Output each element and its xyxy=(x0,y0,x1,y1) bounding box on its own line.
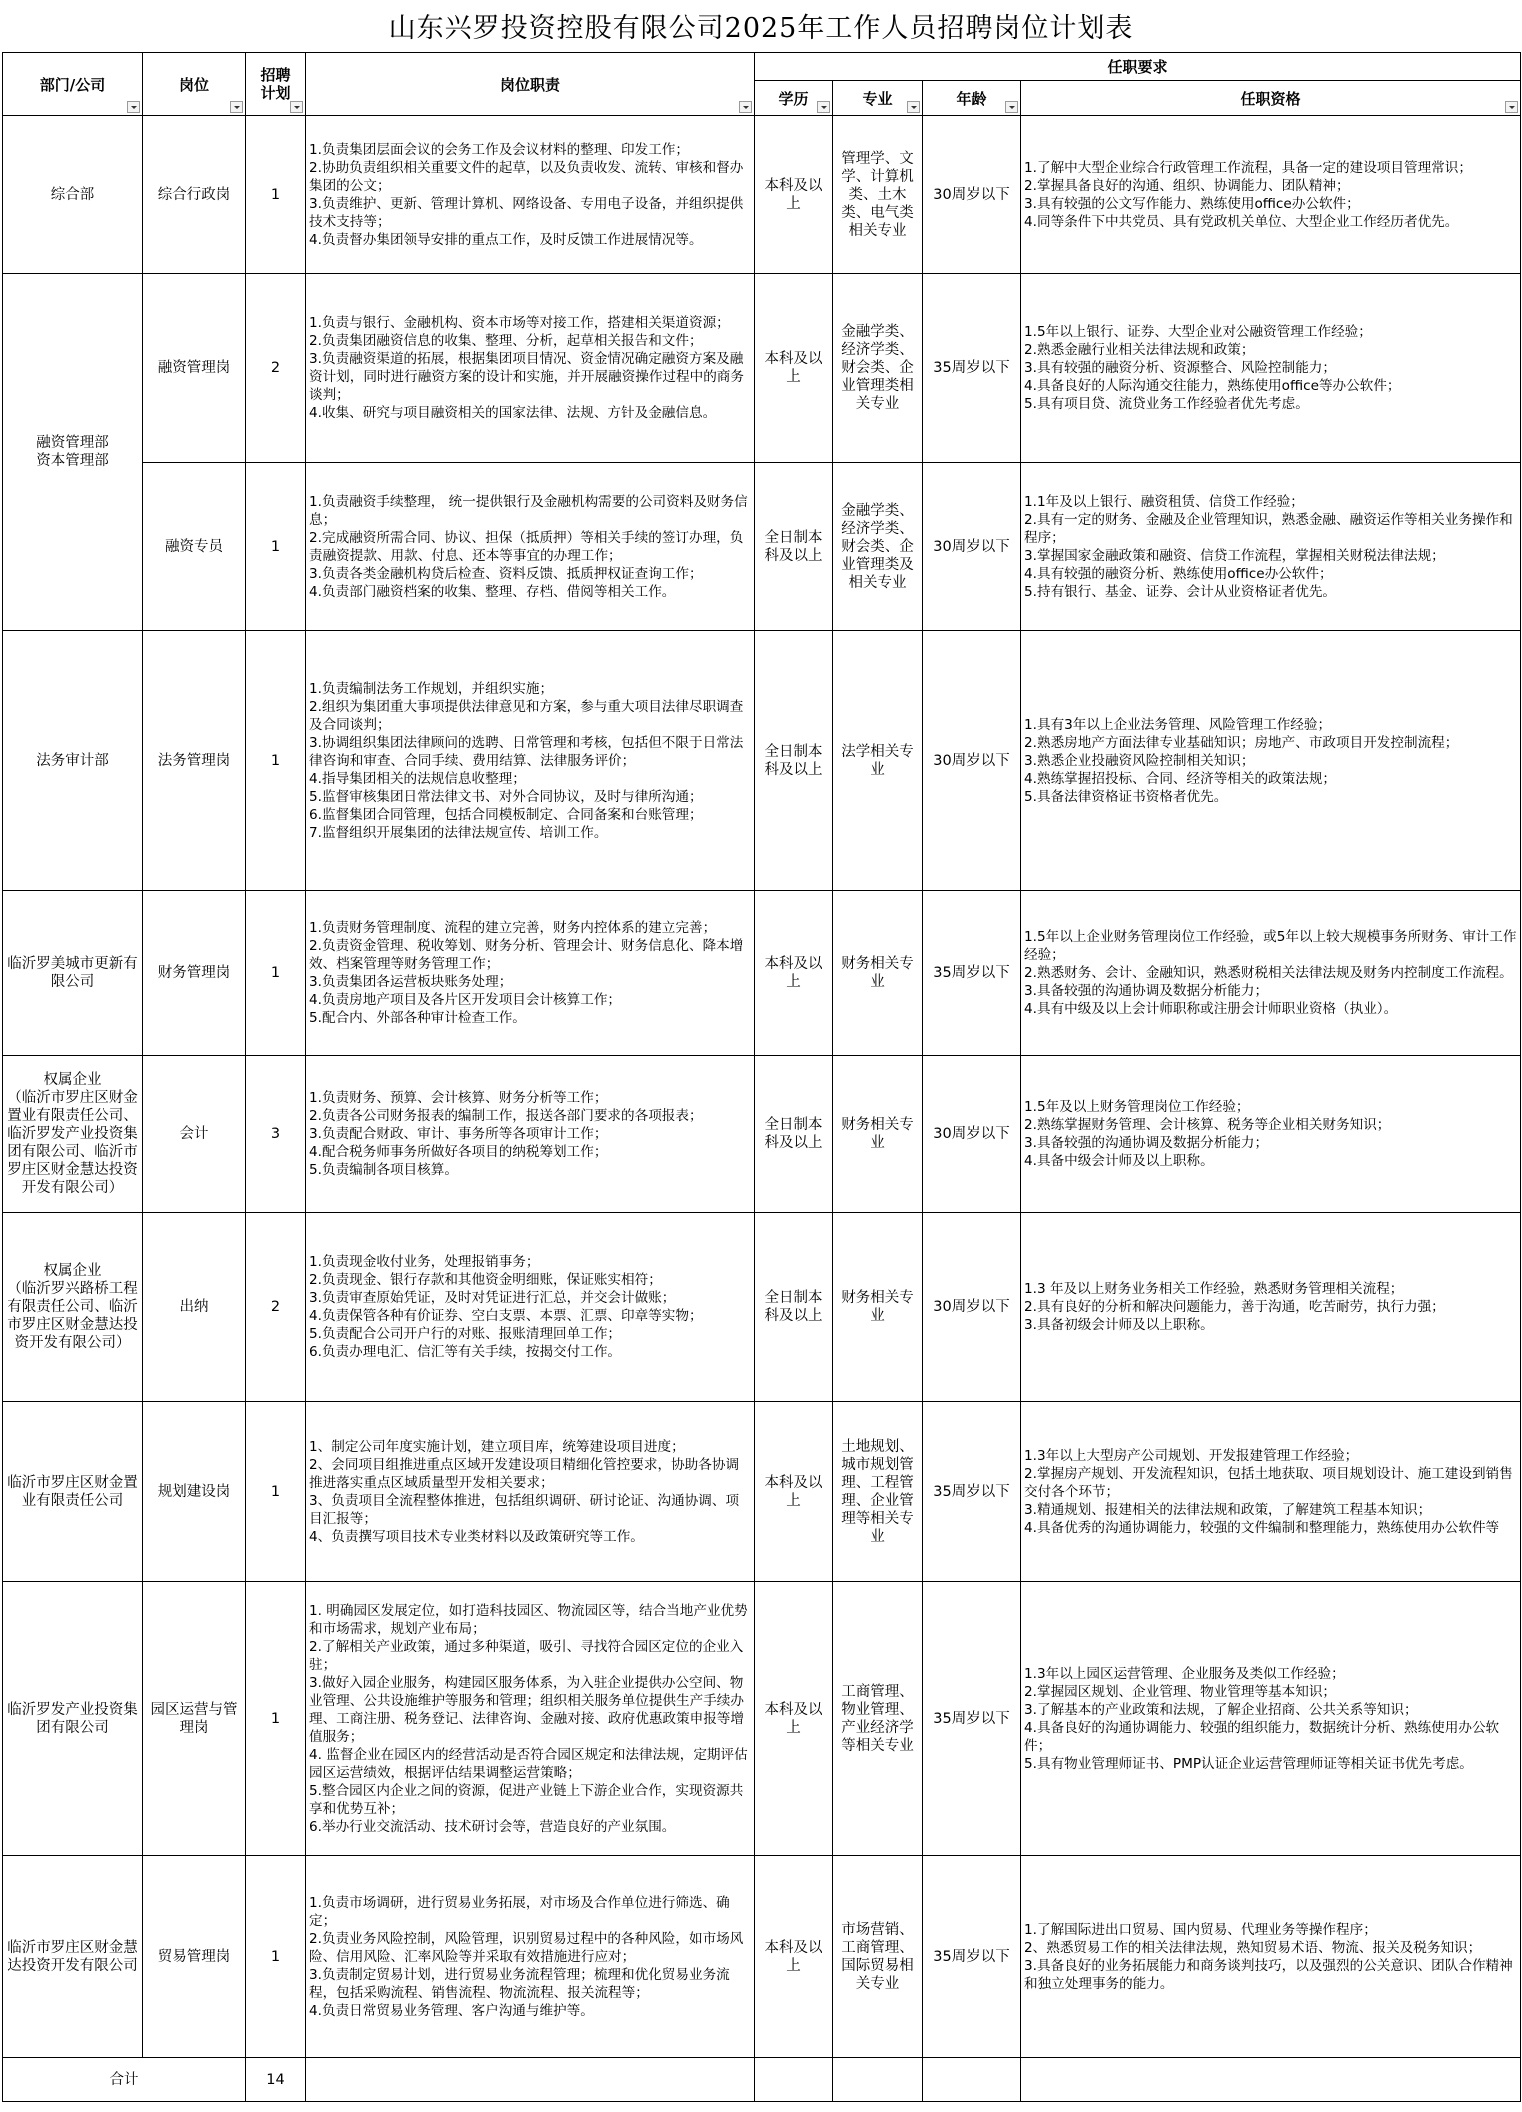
duty-cell: 1.负责与银行、金融机构、资本市场等对接工作，搭建相关渠道资源； 2.负责集团融资信息的收集、整理、分析，起草相关报告和文件； 3.负责融资渠道的拓展，根据集团项目情况、资金情况确定融资方案及融资计划，同时进行融资方案的设计和实施，并开展融资操作过程中的商务谈判； 4.收集、研究与项目融资相关的国家法律、法规、方针及金融信息。 xyxy=(306,274,755,463)
qual-cell: 1.3 年及以上财务业务相关工作经验，熟悉财务管理相关流程； 2.具有良好的分析和解决问题能力，善于沟通，吃苦耐劳，执行力强； 3.具备初级会计师及以上职称。 xyxy=(1021,1213,1521,1402)
table-row xyxy=(3,1402,1521,1582)
dept-cell: 法务审计部 xyxy=(3,631,143,891)
edu-cell: 本科及以上 xyxy=(755,1582,833,1856)
age-cell: 35周岁以下 xyxy=(923,1856,1021,2058)
total-plan: 14 xyxy=(246,2058,306,2102)
duty-cell: 1、制定公司年度实施计划，建立项目库，统筹建设项目进度； 2、会同项目组推进重点区域开发建设项目精细化管控要求，协助各协调推进落实重点区域质量型开发相关要求； 3、负责项目全流程整体推进，包括组织调研、研讨论证、沟通协调、项目汇报等； 4、负责撰写项目技术专业类材料以及政策研究等工作。 xyxy=(306,1402,755,1582)
major-cell: 管理学、文学、计算机类、土木类、电气类相关专业 xyxy=(833,116,923,274)
duty-cell: 1.负责编制法务工作规划，并组织实施； 2.组织为集团重大事项提供法律意见和方案，参与重大项目法律尽职调查及合同谈判； 3.协调组织集团法律顾问的选聘、日常管理和考核，包括但不限于日常法律咨询和审查、合同手续、费用结算、法律服务评价； 4.指导集团相关的法规信息收整理； 5.监督审核集团日常法律文书、对外合同协议，及时与律所沟通； 6.监督集团合同管理，包括合同模板制定、合同备案和台账管理； 7.监督组织开展集团的法律法规宣传、培训工作。 xyxy=(306,631,755,891)
table-row xyxy=(3,116,1521,274)
table-row xyxy=(3,1213,1521,1402)
age-cell: 30周岁以下 xyxy=(923,463,1021,631)
duty-cell: 1.负责财务、预算、会计核算、财务分析等工作； 2.负责各公司财务报表的编制工作，报送各部门要求的各项报表； 3.负责配合财政、审计、事务所等各项审计工作； 4.配合税务师事务所做好各项目的纳税筹划工作； 5.负责编制各项目核算。 xyxy=(306,1056,755,1213)
major-cell: 金融学类、经济学类、财会类、企业管理类及相关专业 xyxy=(833,463,923,631)
qual-cell: 1.5年及以上财务管理岗位工作经验； 2.熟练掌握财务管理、会计核算、税务等企业相关财务知识； 3.具备较强的沟通协调及数据分析能力； 4.具备中级会计师及以上职称。 xyxy=(1021,1056,1521,1213)
qual-cell: 1.5年以上企业财务管理岗位工作经验，或5年以上较大规模事务所财务、审计工作经验； 2.熟悉财务、会计、金融知识，熟悉财税相关法律法规及财务内控制度工作流程。 3.具备较强的沟通协调及数据分析能力； 4.具有中级及以上会计师职称或注册会计师职业资格（执业）。 xyxy=(1021,891,1521,1056)
recruitment-table xyxy=(2,52,1521,2102)
plan-cell: 1 xyxy=(246,463,306,631)
dept-cell: 权属企业 （临沂罗兴路桥工程有限责任公司、临沂市罗庄区财金慧达投资开发有限公司） xyxy=(3,1213,143,1402)
post-cell: 贸易管理岗 xyxy=(143,1856,246,2058)
major-cell: 财务相关专业 xyxy=(833,891,923,1056)
age-cell: 30周岁以下 xyxy=(923,1056,1021,1213)
major-cell: 财务相关专业 xyxy=(833,1213,923,1402)
edu-cell: 本科及以上 xyxy=(755,1402,833,1582)
filter-dropdown-icon[interactable] xyxy=(290,101,303,113)
total-row xyxy=(3,2058,1521,2102)
header-dept: 部门/公司 xyxy=(3,53,143,116)
qual-cell: 1.了解中大型企业综合行政管理工作流程，具备一定的建设项目管理常识； 2.掌握具备良好的沟通、组织、协调能力、团队精神； 3.具有较强的公文写作能力、熟练使用office办公软件； 4.同等条件下中共党员、具有党政机关单位、大型企业工作经历者优先。 xyxy=(1021,116,1521,274)
filter-dropdown-icon[interactable] xyxy=(817,101,830,113)
post-cell: 园区运营与管理岗 xyxy=(143,1582,246,1856)
table-row xyxy=(3,1856,1521,2058)
header-plan: 招聘 计划 xyxy=(246,53,306,116)
table-row xyxy=(3,891,1521,1056)
post-cell: 会计 xyxy=(143,1056,246,1213)
dept-cell: 临沂市罗庄区财金慧达投资开发有限公司 xyxy=(3,1856,143,2058)
header-major: 专业 xyxy=(833,81,923,116)
dept-cell: 权属企业 （临沂市罗庄区财金置业有限责任公司、临沂罗发产业投资集团有限公司、临沂市罗庄区财金慧达投资开发有限公司） xyxy=(3,1056,143,1213)
dept-cell: 临沂市罗庄区财金置业有限责任公司 xyxy=(3,1402,143,1582)
filter-dropdown-icon[interactable] xyxy=(739,101,752,113)
edu-cell: 本科及以上 xyxy=(755,1856,833,2058)
filter-dropdown-icon[interactable] xyxy=(1005,101,1018,113)
empty-cell xyxy=(306,2058,755,2102)
edu-cell: 本科及以上 xyxy=(755,891,833,1056)
post-cell: 融资专员 xyxy=(143,463,246,631)
filter-dropdown-icon[interactable] xyxy=(907,101,920,113)
header-duty: 岗位职责 xyxy=(306,53,755,116)
table-row xyxy=(3,631,1521,891)
plan-cell: 2 xyxy=(246,1213,306,1402)
major-cell: 市场营销、工商管理、国际贸易相关专业 xyxy=(833,1856,923,2058)
dept-cell: 临沂罗发产业投资集团有限公司 xyxy=(3,1582,143,1856)
plan-cell: 1 xyxy=(246,1856,306,2058)
empty-cell xyxy=(1021,2058,1521,2102)
dept-cell: 临沂罗美城市更新有限公司 xyxy=(3,891,143,1056)
header-edu: 学历 xyxy=(755,81,833,116)
age-cell: 30周岁以下 xyxy=(923,1213,1021,1402)
qual-cell: 1.3年以上园区运营管理、企业服务及类似工作经验； 2.掌握园区规划、企业管理、物业管理等基本知识； 3.了解基本的产业政策和法规，了解企业招商、公共关系等知识； 4.具备良好的沟通协调能力、较强的组织能力，数据统计分析、熟练使用办公软件； 5.具有物业管理师证书、PMP认证企业运营管理师证等相关证书优先考虑。 xyxy=(1021,1582,1521,1856)
plan-cell: 1 xyxy=(246,1582,306,1856)
major-cell: 金融学类、经济学类、财会类、企业管理类相关专业 xyxy=(833,274,923,463)
table-row xyxy=(3,1582,1521,1856)
empty-cell xyxy=(755,2058,833,2102)
plan-cell: 1 xyxy=(246,891,306,1056)
qual-cell: 1.了解国际进出口贸易、国内贸易、代理业务等操作程序； 2、熟悉贸易工作的相关法律法规，熟知贸易术语、物流、报关及税务知识； 3.具备良好的业务拓展能力和商务谈判技巧，以及强烈的公关意识、团队合作精神和独立处理事务的能力。 xyxy=(1021,1856,1521,2058)
major-cell: 法学相关专业 xyxy=(833,631,923,891)
post-cell: 法务管理岗 xyxy=(143,631,246,891)
major-cell: 土地规划、城市规划管理、工程管理、企业管理等相关专业 xyxy=(833,1402,923,1582)
filter-dropdown-icon[interactable] xyxy=(127,101,140,113)
post-cell: 出纳 xyxy=(143,1213,246,1402)
duty-cell: 1.负责融资手续整理， 统一提供银行及金融机构需要的公司资料及财务信息； 2.完成融资所需合同、协议、担保（抵质押）等相关手续的签订办理，负责融资提款、用款、付息、还本等事宜的办理工作； 3.负责各类金融机构贷后检查、资料反馈、抵质押权证查询工作； 4.负责部门融资档案的收集、整理、存档、借阅等相关工作。 xyxy=(306,463,755,631)
age-cell: 30周岁以下 xyxy=(923,631,1021,891)
empty-cell xyxy=(923,2058,1021,2102)
plan-cell: 3 xyxy=(246,1056,306,1213)
qual-cell: 1.具有3年以上企业法务管理、风险管理工作经验； 2.熟悉房地产方面法律专业基础知识；房地产、市政项目开发控制流程； 3.熟悉企业投融资风险控制相关知识； 4.熟练掌握招投标、合同、经济等相关的政策法规； 5.具备法律资格证书资格者优先。 xyxy=(1021,631,1521,891)
age-cell: 35周岁以下 xyxy=(923,1582,1021,1856)
post-cell: 财务管理岗 xyxy=(143,891,246,1056)
edu-cell: 全日制本科及以上 xyxy=(755,1056,833,1213)
duty-cell: 1.负责现金收付业务，处理报销事务； 2.负责现金、银行存款和其他资金明细账，保证账实相符； 3.负责审查原始凭证，及时对凭证进行汇总，并交会计做账； 4.负责保管各种有价证券、空白支票、本票、汇票、印章等实物； 5.负责配合公司开户行的对账、报账清理回单工作； 6.负责办理电汇、信汇等有关手续，按揭交付工作。 xyxy=(306,1213,755,1402)
post-cell: 综合行政岗 xyxy=(143,116,246,274)
page-title: 山东兴罗投资控股有限公司2025年工作人员招聘岗位计划表 xyxy=(388,13,1134,44)
header-age: 年龄 xyxy=(923,81,1021,116)
qual-cell: 1.3年以上大型房产公司规划、开发报建管理工作经验； 2.掌握房产规划、开发流程知识，包括土地获取、项目规划设计、施工建设到销售交付各个环节； 3.精通规划、报建相关的法律法规和政策，了解建筑工程基本知识； 4.具备优秀的沟通协调能力，较强的文件编制和整理能力，熟练使用办公软件等 xyxy=(1021,1402,1521,1582)
major-cell: 工商管理、物业管理、产业经济学等相关专业 xyxy=(833,1582,923,1856)
duty-cell: 1. 明确园区发展定位，如打造科技园区、物流园区等，结合当地产业优势和市场需求，规划产业布局； 2.了解相关产业政策，通过多种渠道，吸引、寻找符合园区定位的企业入驻； 3.做好入园企业服务，构建园区服务体系，为入驻企业提供办公空间、物业管理、公共设施维护等服务和管理；组织相关服务单位提供生产手续办理、工商注册、税务登记、法律咨询、金融对接、政府优惠政策申报等增值服务； 4. 监督企业在园区内的经营活动是否符合园区规定和法律法规，定期评估园区运营绩效，根据评估结果调整运营策略； 5.整合园区内企业之间的资源，促进产业链上下游企业合作，实现资源共享和优势互补； 6.举办行业交流活动、技术研讨会等，营造良好的产业氛围。 xyxy=(306,1582,755,1856)
duty-cell: 1.负责集团层面会议的会务工作及会议材料的整理、印发工作； 2.协助负责组织相关重要文件的起草，以及负责收发、流转、审核和督办集团的公文； 3.负责维护、更新、管理计算机、网络设备、专用电子设备，并组织提供技术支持等； 4.负责督办集团领导安排的重点工作，及时反馈工作进展情况等。 xyxy=(306,116,755,274)
qual-cell: 1.1年及以上银行、融资租赁、信贷工作经验； 2.具有一定的财务、金融及企业管理知识，熟悉金融、融资运作等相关业务操作和程序； 3.掌握国家金融政策和融资、信贷工作流程，掌握相关财税法律法规； 4.具有较强的融资分析、熟练使用office办公软件； 5.持有银行、基金、证券、会计从业资格证者优先。 xyxy=(1021,463,1521,631)
age-cell: 35周岁以下 xyxy=(923,1402,1021,1582)
age-cell: 35周岁以下 xyxy=(923,891,1021,1056)
edu-cell: 全日制本科及以上 xyxy=(755,463,833,631)
plan-cell: 1 xyxy=(246,631,306,891)
edu-cell: 本科及以上 xyxy=(755,274,833,463)
plan-cell: 2 xyxy=(246,274,306,463)
table-row xyxy=(3,1056,1521,1213)
plan-cell: 1 xyxy=(246,116,306,274)
post-cell: 融资管理岗 xyxy=(143,274,246,463)
age-cell: 35周岁以下 xyxy=(923,274,1021,463)
dept-cell: 综合部 xyxy=(3,116,143,274)
header-post: 岗位 xyxy=(143,53,246,116)
post-cell: 规划建设岗 xyxy=(143,1402,246,1582)
qual-cell: 1.5年以上银行、证券、大型企业对公融资管理工作经验； 2.熟悉金融行业相关法律法规和政策； 3.具有较强的融资分析、资源整合、风险控制能力； 4.具备良好的人际沟通交往能力，熟练使用office等办公软件； 5.具有项目贷、流贷业务工作经验者优先考虑。 xyxy=(1021,274,1521,463)
age-cell: 30周岁以下 xyxy=(923,116,1021,274)
duty-cell: 1.负责市场调研，进行贸易业务拓展，对市场及合作单位进行筛选、确定； 2.负责业务风险控制，风险管理，识别贸易过程中的各种风险，如市场风险、信用风险、汇率风险等并采取有效措施进行应对； 3.负责制定贸易计划，进行贸易业务流程管理；梳理和优化贸易业务流程，包括采购流程、销售流程、物流流程、报关流程等； 4.负责日常贸易业务管理、客户沟通与维护等。 xyxy=(306,1856,755,2058)
empty-cell xyxy=(833,2058,923,2102)
edu-cell: 全日制本科及以上 xyxy=(755,631,833,891)
edu-cell: 本科及以上 xyxy=(755,116,833,274)
filter-dropdown-icon[interactable] xyxy=(1505,101,1518,113)
edu-cell: 全日制本科及以上 xyxy=(755,1213,833,1402)
total-label: 合计 xyxy=(3,2058,246,2102)
dept-cell: 融资管理部 资本管理部 xyxy=(3,274,143,631)
header-requirements: 任职要求 xyxy=(755,53,1521,81)
duty-cell: 1.负责财务管理制度、流程的建立完善，财务内控体系的建立完善； 2.负责资金管理、税收筹划、财务分析、管理会计、财务信息化、降本增效、档案管理等财务管理工作； 3.负责集团各运营板块账务处理； 4.负责房地产项目及各片区开发项目会计核算工作； 5.配合内、外部各种审计检查工作。 xyxy=(306,891,755,1056)
filter-dropdown-icon[interactable] xyxy=(230,101,243,113)
table-row xyxy=(3,274,1521,463)
major-cell: 财务相关专业 xyxy=(833,1056,923,1213)
table-row xyxy=(3,463,1521,631)
header-qual: 任职资格 xyxy=(1021,81,1521,116)
plan-cell: 1 xyxy=(246,1402,306,1582)
